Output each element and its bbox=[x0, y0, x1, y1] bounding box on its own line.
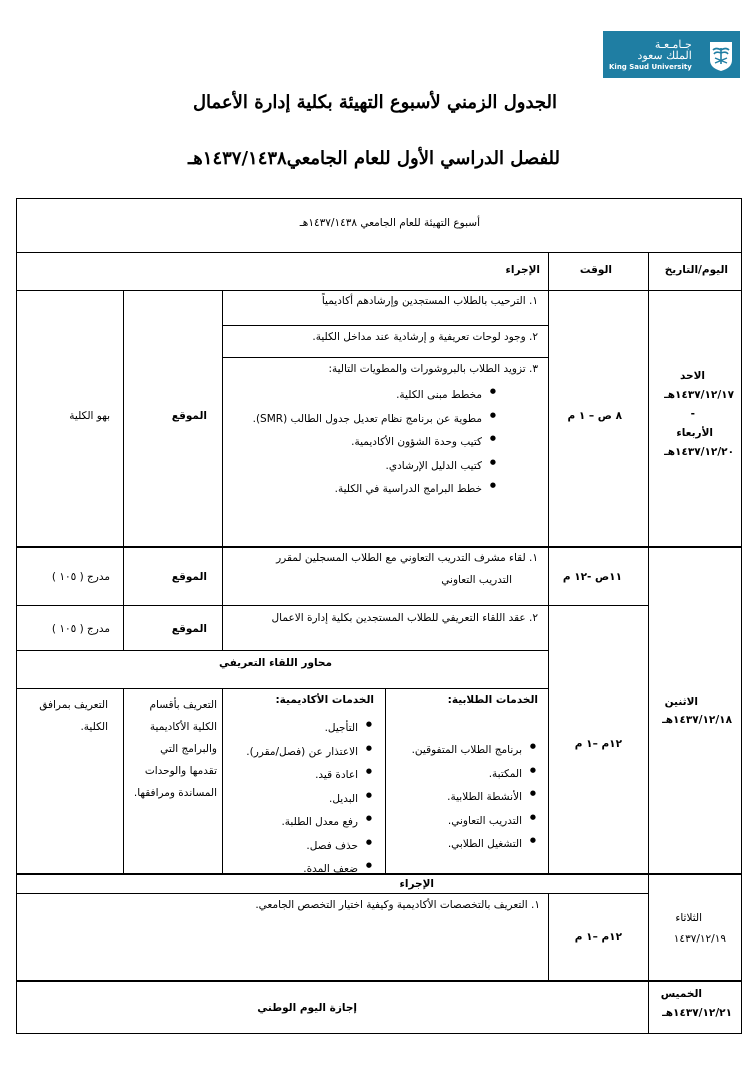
logo-english: King Saud University bbox=[609, 62, 692, 71]
column-divider bbox=[123, 688, 124, 873]
departments-line: التعريف بأقسام bbox=[149, 699, 217, 711]
sunday-item-2: ٢. وجود لوحات تعريفية و إرشادية عند مداخل الكلية. bbox=[312, 331, 538, 343]
date-wednesday: ١٤٣٧/١٢/٢٠هـ bbox=[664, 446, 734, 458]
tuesday-procedure-title: الإجراء bbox=[399, 878, 434, 890]
row-divider bbox=[16, 688, 548, 689]
brochure-item: ● كتيب الدليل الإرشادي. bbox=[253, 455, 496, 479]
university-logo bbox=[603, 31, 740, 78]
header-day-date: اليوم/التاريخ bbox=[664, 264, 728, 276]
date-monday: ١٤٣٧/١٢/١٨هـ bbox=[662, 714, 732, 726]
logo-arabic-line2: الملك سعود bbox=[637, 48, 692, 62]
departments-line: المساندة ومرافقها. bbox=[133, 787, 217, 799]
day-thursday: الخميس bbox=[660, 988, 702, 1000]
monday-item-1-line-1: ١. لقاء مشرف التدريب التعاوني مع الطلاب المسجلين لمقرر bbox=[276, 552, 538, 564]
time-monday-2: ١٢م –١ م bbox=[574, 738, 622, 750]
row-divider bbox=[16, 980, 742, 982]
academic-services-title: الخدمات الأكاديمية: bbox=[275, 694, 374, 706]
academic-service-item: ● حذف فصل. bbox=[246, 835, 372, 859]
sunday-location: بهو الكلية bbox=[69, 410, 110, 422]
header-procedure: الإجراء bbox=[505, 264, 540, 276]
column-divider bbox=[385, 688, 386, 873]
row-divider bbox=[16, 252, 742, 253]
academic-service-item: ● الاعتذار عن (فصل/مقرر). bbox=[246, 741, 372, 765]
facilities-text bbox=[39, 694, 108, 738]
monday-location-label-2: الموقع bbox=[171, 623, 207, 635]
row-divider bbox=[16, 290, 742, 291]
day-wednesday: الأربعاء bbox=[676, 427, 713, 439]
monday-item-2: ٢. عقد اللقاء التعريفي للطلاب المستجدين بكلية إدارة الاعمال bbox=[271, 612, 538, 624]
departments-line: والبرامج التي bbox=[160, 743, 217, 755]
tuesday-item-1: ١. التعريف بالتخصصات الأكاديمية وكيفية اختيار التخصص الجامعي. bbox=[255, 899, 540, 911]
day-sunday: الاحد bbox=[679, 370, 705, 382]
column-divider bbox=[222, 688, 223, 873]
monday-location-1: مدرج ( ١٠٥ ) bbox=[51, 571, 110, 583]
departments-text bbox=[134, 694, 217, 804]
student-service-item: ● التدريب التعاوني. bbox=[412, 810, 536, 834]
row-divider bbox=[16, 893, 648, 894]
sunday-bullet-list bbox=[253, 384, 496, 502]
header-time: الوقت bbox=[579, 264, 612, 276]
table-caption: أسبوع التهيئة للعام الجامعي ١٤٣٧/١٤٣٨هـ bbox=[299, 217, 480, 229]
academic-service-item: ● ضعف المدة. bbox=[246, 858, 372, 882]
sunday-item-3: ٣. تزويد الطلاب بالبروشورات والمطويات التالية: bbox=[328, 363, 538, 375]
academic-services-list bbox=[246, 717, 372, 882]
row-divider bbox=[16, 650, 548, 651]
date-sunday: ١٤٣٧/١٢/١٧هـ bbox=[664, 389, 734, 401]
student-service-item: ● الأنشطة الطلابية. bbox=[412, 786, 536, 810]
departments-line: تقدمها والوحدات bbox=[144, 765, 217, 777]
column-divider bbox=[548, 252, 549, 874]
facilities-line: التعريف بمرافق bbox=[39, 699, 108, 711]
academic-service-item: ● رفع معدل الطلبة. bbox=[246, 811, 372, 835]
facilities-line: الكلية. bbox=[80, 721, 108, 733]
student-service-item: ● التشغيل الطلابي. bbox=[412, 833, 536, 857]
row-divider bbox=[222, 357, 548, 358]
brochure-item: ● مخطط مبنى الكلية. bbox=[253, 384, 496, 408]
column-divider bbox=[548, 893, 549, 980]
column-divider bbox=[222, 290, 223, 650]
departments-line: الكلية الأكاديمية bbox=[149, 721, 217, 733]
day-monday: الاثنين bbox=[664, 696, 698, 708]
row-divider bbox=[222, 325, 548, 326]
date-dash: - bbox=[690, 408, 695, 420]
time-sunday: ٨ ص – ١ م bbox=[567, 410, 622, 422]
orientation-axes-title: محاور اللقاء التعريفي bbox=[219, 657, 332, 669]
row-divider bbox=[16, 605, 648, 606]
row-divider bbox=[16, 546, 742, 548]
academic-service-item: ● اعادة قيد. bbox=[246, 764, 372, 788]
palm-emblem-icon bbox=[708, 38, 734, 72]
monday-location-2: مدرج ( ١٠٥ ) bbox=[51, 623, 110, 635]
academic-service-item: ● البديل. bbox=[246, 788, 372, 812]
academic-service-item: ● التأجيل. bbox=[246, 717, 372, 741]
brochure-item: ● خطط البرامج الدراسية في الكلية. bbox=[253, 478, 496, 502]
logo-text bbox=[609, 39, 692, 71]
page-subtitle: للفصل الدراسي الأول للعام الجامعي١٤٣٧/١٤٣٨هـ bbox=[188, 148, 560, 169]
column-divider bbox=[648, 252, 649, 1034]
student-services-title: الخدمات الطلابية: bbox=[447, 694, 538, 706]
monday-location-label-1: الموقع bbox=[171, 571, 207, 583]
time-tuesday: ١٢م –١ م bbox=[574, 931, 622, 943]
page-title: الجدول الزمني لأسبوع التهيئة بكلية إدارة الأعمال bbox=[192, 92, 558, 113]
day-tuesday: الثلاثاء bbox=[675, 912, 702, 924]
date-thursday: ١٤٣٧/١٢/٢١هـ bbox=[662, 1007, 732, 1019]
brochure-item: ● مطوية عن برنامج نظام تعديل جدول الطالب (SMR). bbox=[253, 408, 496, 432]
time-monday-1: ١١ص -١٢ م bbox=[562, 571, 622, 583]
logo-arabic-line1: جـامـعـة bbox=[654, 37, 692, 51]
column-divider bbox=[123, 290, 124, 650]
national-day-holiday: إجازة اليوم الوطني bbox=[257, 1002, 357, 1014]
student-services-list bbox=[412, 739, 536, 857]
date-tuesday: ١٤٣٧/١٢/١٩ bbox=[673, 933, 726, 945]
student-service-item: ● المكتبة. bbox=[412, 763, 536, 787]
monday-item-1-line-2: التدريب التعاوني bbox=[441, 574, 512, 586]
sunday-item-1: ١. الترحيب بالطلاب المستجدين وإرشادهم أكاديمياً bbox=[321, 295, 538, 307]
brochure-item: ● كتيب وحدة الشؤون الأكاديمية. bbox=[253, 431, 496, 455]
student-service-item: ● برنامج الطلاب المتفوقين. bbox=[412, 739, 536, 763]
sunday-location-label: الموقع bbox=[171, 410, 207, 422]
row-divider bbox=[16, 873, 742, 875]
